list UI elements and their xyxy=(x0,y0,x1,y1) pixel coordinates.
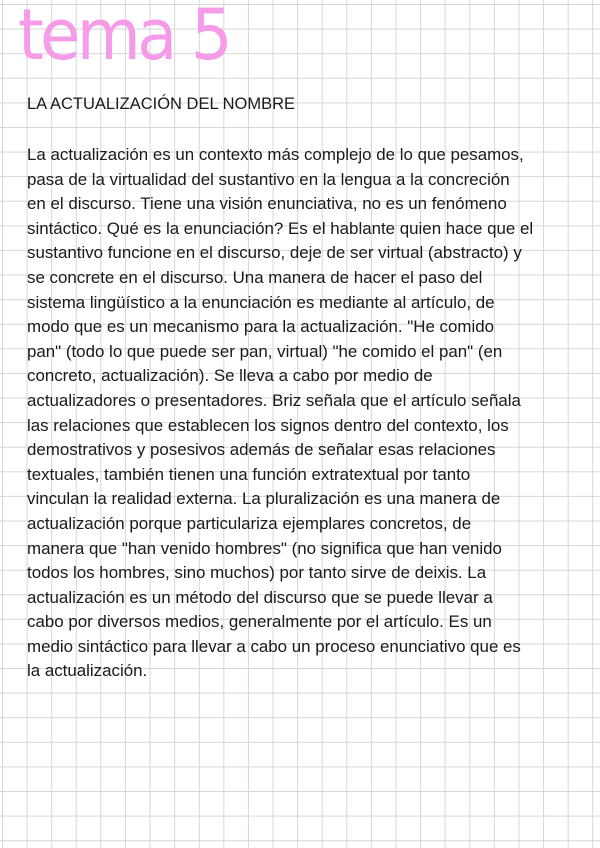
section-heading: LA ACTUALIZACIÓN DEL NOMBRE xyxy=(27,95,296,113)
paragraph-line: en el discurso. Tiene una visión enunciativa, no es un fenómeno xyxy=(27,194,507,214)
paragraph-line: todos los hombres, sino muchos) por tanto sirve de deixis. La xyxy=(27,563,487,583)
paragraph-line: sustantivo funcione en el discurso, deje de ser virtual (abstracto) y xyxy=(27,243,522,263)
paragraph-line: manera que "han venido hombres" (no significa que han venido xyxy=(27,538,502,558)
paragraph-line: pasa de la virtualidad del sustantivo en la lengua a la concreción xyxy=(27,169,510,189)
paragraph-line: concreto, actualización). Se lleva a cabo por medio de xyxy=(27,366,433,386)
paragraph-line: actualización porque particulariza ejemplares concretos, de xyxy=(27,513,472,533)
paragraph-line: cabo por diversos medios, generalmente por el artículo. Es un xyxy=(27,612,492,632)
paragraph-line: demostrativos y posesivos además de señalar esas relaciones xyxy=(27,440,496,460)
paragraph-line: modo que es un mecanismo para la actualización. "He comido xyxy=(27,317,494,337)
paragraph-line: sistema lingüístico a la enunciación es mediante al artículo, de xyxy=(27,292,495,312)
paragraph-line: actualización es un método del discurso que se puede llevar a xyxy=(27,587,493,607)
paragraph-line: pan" (todo lo que puede ser pan, virtual) "he comido el pan" (en xyxy=(27,341,503,361)
paragraph-line: La actualización es un contexto más complejo de lo que pesamos, xyxy=(27,145,524,164)
paragraph-line: actualizadores o presentadores. Briz señala que el artículo señala xyxy=(27,390,521,410)
paragraph-line: medio sintáctico para llevar a cabo un proceso enunciativo que es xyxy=(27,636,521,656)
paragraph-line: sintáctico. Qué es la enunciación? Es el hablante quien hace que el xyxy=(27,218,534,238)
body-paragraph xyxy=(27,143,577,684)
paragraph-line: se concrete en el discurso. Una manera de hacer el paso del xyxy=(27,267,483,287)
paragraph-line: la actualización. xyxy=(27,661,148,681)
paragraph-line: vinculan la realidad externa. La pluralización es una manera de xyxy=(27,489,501,509)
paragraph-line: las relaciones que establecen los signos dentro del contexto, los xyxy=(27,415,509,435)
page-title: tema 5 xyxy=(18,0,229,76)
paragraph-line: textuales, también tienen una función extratextual por tanto xyxy=(27,464,471,484)
